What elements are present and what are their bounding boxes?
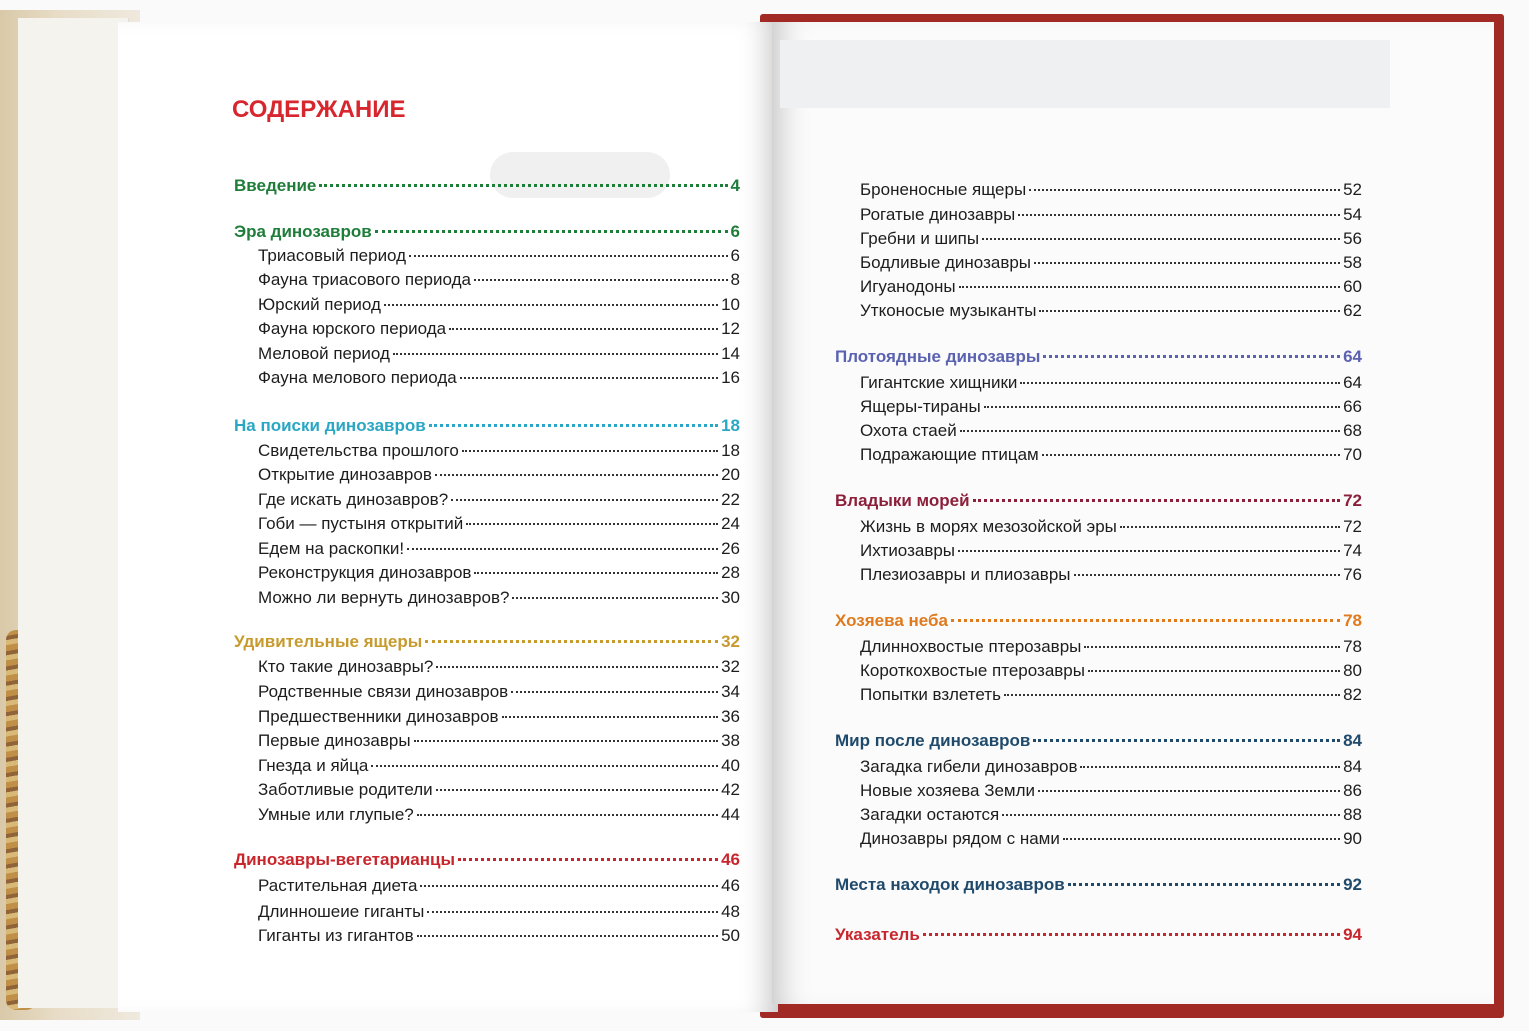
toc-entry <box>258 465 740 485</box>
toc-entry-title: Рогатые динозавры <box>860 205 1016 224</box>
toc-section-page: 92 <box>1343 875 1362 894</box>
dot-leader <box>958 550 1340 552</box>
toc-entry-title: Первые динозавры <box>258 731 411 750</box>
toc-entry-title: Едем на раскопки! <box>258 539 405 558</box>
toc-entry-title: Игуанодоны <box>860 277 956 296</box>
page-edge-left <box>18 18 129 1008</box>
toc-entry-title: Новые хозяева Земли <box>860 781 1036 800</box>
toc-section <box>835 347 1362 367</box>
dot-leader <box>1004 694 1340 696</box>
dot-leader <box>427 911 718 913</box>
toc-entry-page: 54 <box>1343 205 1362 224</box>
toc-entry-title: Бодливые динозавры <box>860 253 1032 272</box>
toc-entry-page: 22 <box>721 490 740 509</box>
dot-leader <box>923 933 1340 936</box>
toc-entry-title: Родственные связи динозавров <box>258 682 509 701</box>
toc-entry-title: Утконосые музыканты <box>860 301 1037 320</box>
toc-entry-page: 74 <box>1343 541 1362 560</box>
toc-entry-page: 18 <box>721 441 740 460</box>
toc-entry <box>860 565 1362 585</box>
toc-entry-title: Фауна мелового периода <box>258 368 457 387</box>
toc-entry-page: 44 <box>721 805 740 824</box>
toc-entry <box>860 781 1362 801</box>
toc-entry <box>860 445 1362 465</box>
toc-entry <box>258 926 740 946</box>
contents-heading: СОДЕРЖАНИЕ <box>232 96 406 123</box>
toc-entry-page: 56 <box>1343 229 1362 248</box>
dot-leader <box>436 666 718 668</box>
dot-leader <box>951 619 1340 622</box>
dot-leader <box>1039 310 1340 312</box>
toc-section-page: 94 <box>1343 925 1362 944</box>
toc-entry <box>860 685 1362 705</box>
toc-entry <box>860 373 1362 393</box>
toc-entry <box>258 756 740 776</box>
dot-leader <box>474 572 718 574</box>
toc-entry <box>860 805 1362 825</box>
toc-entry <box>860 829 1362 849</box>
toc-entry <box>860 757 1362 777</box>
dot-leader <box>1120 526 1340 528</box>
toc-entry <box>258 588 740 608</box>
toc-entry-title: Гигантские хищники <box>860 373 1018 392</box>
dot-leader <box>407 548 718 550</box>
toc-entry-page: 40 <box>721 756 740 775</box>
toc-entry-title: Охота стаей <box>860 421 957 440</box>
toc-entry-title: Реконструкция динозавров <box>258 563 472 582</box>
toc-entry <box>258 805 740 825</box>
toc-entry-title: Жизнь в морях мезозойской эры <box>860 517 1117 536</box>
dot-leader <box>420 885 718 887</box>
dot-leader <box>1002 814 1340 816</box>
toc-section <box>835 491 1362 511</box>
dot-leader <box>1084 646 1340 648</box>
dot-leader <box>1043 355 1340 358</box>
toc-entry-page: 48 <box>721 902 740 921</box>
toc-entry-page: 16 <box>721 368 740 387</box>
toc-entry <box>258 490 740 510</box>
toc-section-page: 72 <box>1343 491 1362 510</box>
dot-leader <box>1088 670 1340 672</box>
toc-section-page: 84 <box>1343 731 1362 750</box>
toc-entry-title: Подражающие птицам <box>860 445 1039 464</box>
toc-entry <box>860 229 1362 249</box>
toc-entry <box>258 876 740 896</box>
toc-section-title: Владыки морей <box>835 491 970 510</box>
toc-entry-title: Фауна триасового периода <box>258 270 471 289</box>
toc-entry <box>258 368 740 388</box>
toc-entry-title: Свидетельства прошлого <box>258 441 459 460</box>
dot-leader <box>425 640 718 643</box>
toc-section-title: Указатель <box>835 925 920 944</box>
toc-entry-page: 10 <box>721 295 740 314</box>
toc-entry-page: 52 <box>1343 180 1362 199</box>
toc-entry-title: Длиннохвостые птерозавры <box>860 637 1082 656</box>
toc-entry-title: Можно ли вернуть динозавров? <box>258 588 510 607</box>
toc-section-page: 32 <box>721 632 740 651</box>
dot-leader <box>1063 838 1340 840</box>
toc-section-title: Удивительные ящеры <box>234 632 423 651</box>
dot-leader <box>384 304 718 306</box>
toc-entry-title: Загадка гибели динозавров <box>860 757 1078 776</box>
dot-leader <box>502 716 719 718</box>
toc-section <box>234 416 740 436</box>
toc-entry-title: Растительная диета <box>258 876 418 895</box>
dot-leader <box>1042 454 1340 456</box>
toc-entry-page: 38 <box>721 731 740 750</box>
toc-entry-title: Фауна юрского периода <box>258 319 447 338</box>
toc-entry-page: 86 <box>1343 781 1362 800</box>
toc-entry-title: Динозавры рядом с нами <box>860 829 1060 848</box>
toc-section-page: 64 <box>1343 347 1362 366</box>
toc-entry-title: Ихтиозавры <box>860 541 956 560</box>
toc-entry-page: 46 <box>721 876 740 895</box>
dot-leader <box>1074 574 1341 576</box>
toc-entry-title: Гиганты из гигантов <box>258 926 414 945</box>
toc-entry <box>258 441 740 461</box>
toc-section <box>835 731 1362 751</box>
toc-entry-page: 14 <box>721 344 740 363</box>
toc-section <box>835 611 1362 631</box>
toc-entry <box>258 319 740 339</box>
toc-entry-page: 42 <box>721 780 740 799</box>
toc-entry <box>860 180 1362 200</box>
toc-section <box>234 222 740 242</box>
toc-section-page: 4 <box>730 176 740 195</box>
toc-entry <box>258 780 740 800</box>
dot-leader <box>511 691 718 693</box>
toc-entry <box>860 205 1362 225</box>
dot-leader <box>462 450 718 452</box>
toc-section <box>234 176 740 196</box>
dot-leader <box>429 424 718 427</box>
dot-leader <box>417 814 718 816</box>
toc-entry <box>860 661 1362 681</box>
dot-leader <box>393 353 718 355</box>
dot-leader <box>1033 739 1340 742</box>
dot-leader <box>982 238 1340 240</box>
toc-entry-page: 64 <box>1343 373 1362 392</box>
dot-leader <box>371 765 718 767</box>
dot-leader <box>1029 189 1340 191</box>
toc-entry-title: Броненосные ящеры <box>860 180 1027 199</box>
toc-entry <box>258 902 740 922</box>
toc-entry-page: 36 <box>721 707 740 726</box>
toc-entry-page: 68 <box>1343 421 1362 440</box>
toc-entry-page: 58 <box>1343 253 1362 272</box>
toc-entry <box>860 541 1362 561</box>
toc-entry-title: Заботливые родители <box>258 780 433 799</box>
toc-entry-page: 88 <box>1343 805 1362 824</box>
toc-entry <box>258 731 740 751</box>
toc-entry-title: Загадки остаются <box>860 805 1000 824</box>
dot-leader <box>451 499 718 501</box>
toc-entry-page: 26 <box>721 539 740 558</box>
dot-leader <box>973 499 1341 502</box>
toc-entry-title: Гоби — пустыня открытий <box>258 514 464 533</box>
toc-entry-page: 62 <box>1343 301 1362 320</box>
toc-entry-title: Гнезда и яйца <box>258 756 369 775</box>
toc-entry-page: 20 <box>721 465 740 484</box>
dot-leader <box>375 230 728 233</box>
dot-leader <box>409 255 727 257</box>
dot-leader <box>1020 382 1340 384</box>
dot-leader <box>436 789 718 791</box>
dot-leader <box>512 597 718 599</box>
toc-entry-page: 30 <box>721 588 740 607</box>
toc-entry <box>258 707 740 727</box>
toc-entry-page: 60 <box>1343 277 1362 296</box>
dot-leader <box>984 406 1340 408</box>
toc-entry <box>860 421 1362 441</box>
toc-entry-title: Юрский период <box>258 295 381 314</box>
toc-entry <box>258 270 740 290</box>
dot-leader <box>1034 262 1340 264</box>
toc-entry-page: 34 <box>721 682 740 701</box>
toc-entry-page: 90 <box>1343 829 1362 848</box>
toc-entry <box>258 682 740 702</box>
dot-leader <box>414 740 719 742</box>
toc-section <box>234 850 740 870</box>
dot-leader <box>449 328 718 330</box>
toc-section-page: 6 <box>730 222 740 241</box>
toc-entry-title: Где искать динозавров? <box>258 490 449 509</box>
toc-entry-title: Триасовый период <box>258 246 407 265</box>
toc-entry-title: Предшественники динозавров <box>258 707 499 726</box>
toc-entry-page: 70 <box>1343 445 1362 464</box>
toc-entry <box>860 397 1362 417</box>
toc-entry <box>860 277 1362 297</box>
dot-leader <box>959 286 1340 288</box>
toc-entry-page: 66 <box>1343 397 1362 416</box>
toc-entry-title: Открытие динозавров <box>258 465 432 484</box>
toc-entry-page: 50 <box>721 926 740 945</box>
toc-entry <box>860 637 1362 657</box>
dot-leader <box>417 935 718 937</box>
toc-entry <box>860 301 1362 321</box>
toc-entry-page: 24 <box>721 514 740 533</box>
toc-section-page: 18 <box>721 416 740 435</box>
toc-entry-page: 8 <box>730 270 740 289</box>
toc-entry-page: 72 <box>1343 517 1362 536</box>
toc-section <box>835 925 1362 945</box>
toc-section-title: Места находок динозавров <box>835 875 1065 894</box>
toc-section-title: Мир после динозавров <box>835 731 1031 750</box>
dot-leader <box>319 184 727 187</box>
toc-section-title: Хозяева неба <box>835 611 948 630</box>
toc-section-title: На поиски динозавров <box>234 416 426 435</box>
toc-entry-page: 28 <box>721 563 740 582</box>
dot-leader <box>474 279 728 281</box>
dot-leader <box>1018 214 1340 216</box>
toc-entry-page: 78 <box>1343 637 1362 656</box>
toc-entry-title: Умные или глупые? <box>258 805 414 824</box>
toc-section-title: Динозавры-вегетарианцы <box>234 850 455 869</box>
toc-entry <box>258 295 740 315</box>
toc-entry <box>258 514 740 534</box>
toc-entry-title: Гребни и шипы <box>860 229 980 248</box>
toc-entry-title: Длинношеие гиганты <box>258 902 425 921</box>
toc-entry <box>860 517 1362 537</box>
toc-entry <box>860 253 1362 273</box>
dot-leader <box>1038 790 1340 792</box>
toc-entry-page: 32 <box>721 657 740 676</box>
toc-entry-title: Попытки взлететь <box>860 685 1001 704</box>
dot-leader <box>466 523 718 525</box>
toc-entry <box>258 246 740 266</box>
toc-entry-page: 80 <box>1343 661 1362 680</box>
toc-entry <box>258 344 740 364</box>
toc-entry-page: 6 <box>730 246 740 265</box>
dot-leader <box>960 430 1340 432</box>
toc-entry-title: Кто такие динозавры? <box>258 657 434 676</box>
toc-entry-title: Меловой период <box>258 344 390 363</box>
toc-section-title: Эра динозавров <box>234 222 372 241</box>
toc-section <box>835 875 1362 895</box>
toc-section-title: Плотоядные динозавры <box>835 347 1041 366</box>
toc-entry-title: Плезиозавры и плиозавры <box>860 565 1071 584</box>
toc-entry <box>258 563 740 583</box>
dot-leader <box>458 858 718 861</box>
toc-entry-title: Ящеры-тираны <box>860 397 981 416</box>
toc-entry-page: 84 <box>1343 757 1362 776</box>
toc-entry-page: 76 <box>1343 565 1362 584</box>
toc-section-title: Введение <box>234 176 317 195</box>
dot-leader <box>1080 766 1340 768</box>
toc-entry-page: 82 <box>1343 685 1362 704</box>
toc-entry-title: Короткохвостые птерозавры <box>860 661 1085 680</box>
toc-section-page: 46 <box>721 850 740 869</box>
dot-leader <box>435 474 718 476</box>
show-through-band <box>780 40 1390 108</box>
toc-entry <box>258 657 740 677</box>
toc-entry-page: 12 <box>721 319 740 338</box>
toc-entry <box>258 539 740 559</box>
dot-leader <box>460 377 718 379</box>
right-page <box>772 22 1494 1004</box>
toc-section <box>234 632 740 652</box>
toc-section-page: 78 <box>1343 611 1362 630</box>
dot-leader <box>1068 883 1340 886</box>
